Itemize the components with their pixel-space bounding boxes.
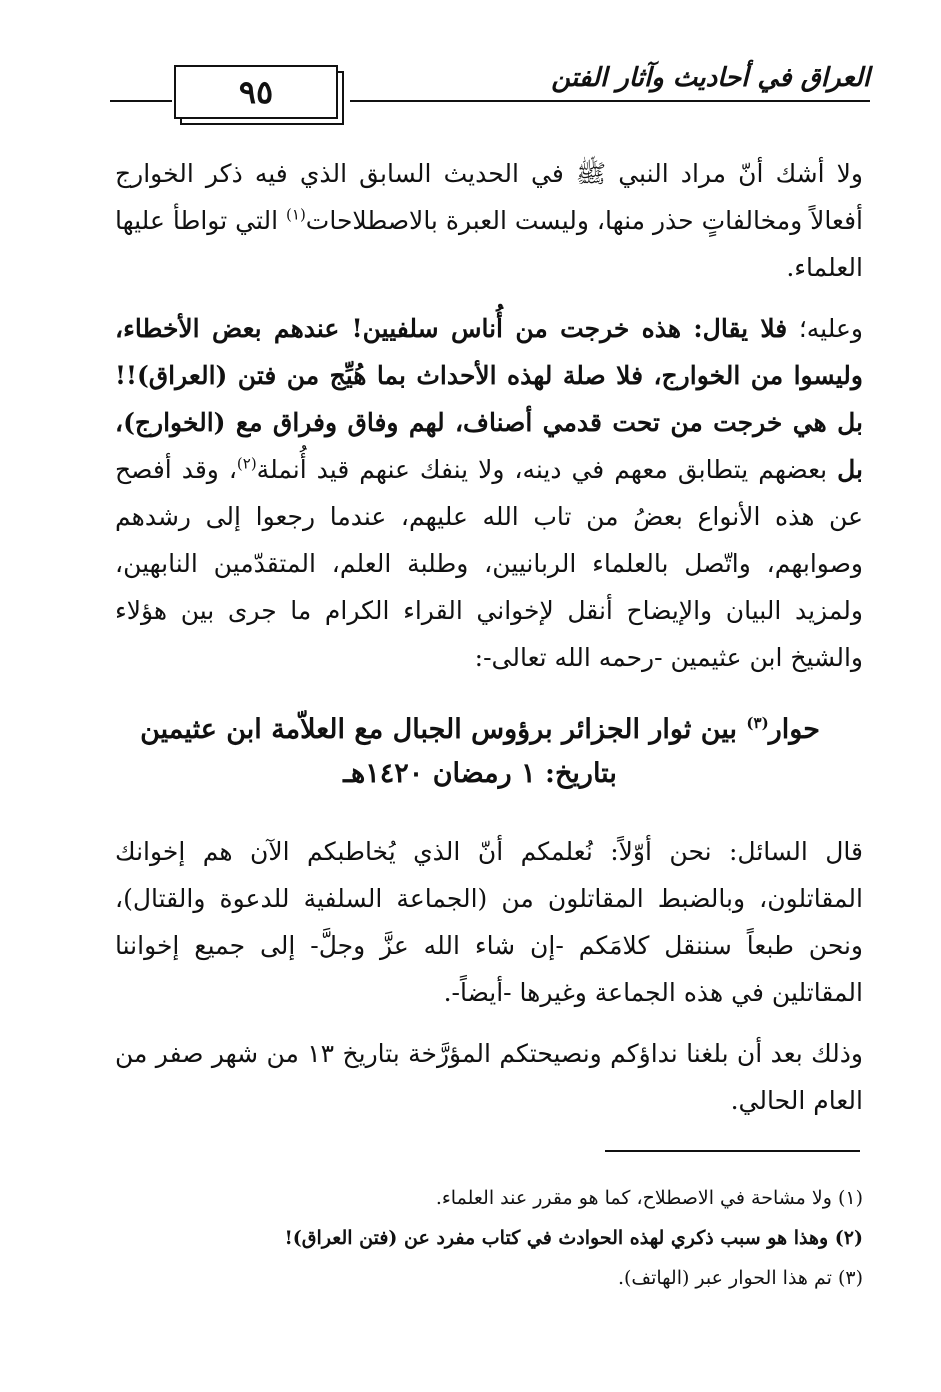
paragraph-2-rest: بعضهم يتطابق معهم في دينه، ولا ينفك عنهم قيد أُنملة <box>256 455 838 484</box>
page-number: ٩٥ <box>174 65 338 119</box>
heading-pre: حوار <box>768 714 820 745</box>
footnote-2: (٢) وهذا هو سبب ذكري لهذه الحوادث في كتاب مفرد عن (فتن العراق)! <box>284 1227 863 1249</box>
paragraph-3: قال السائل: نحن أوّلاً: نُعلمكم أنّ الذي يُخاطبكم الآن هم إخوانك المقاتلون، وبالضبط المقاتلون من (الجماعة السلفية للدعوة والقتال)، ونحن طبعاً سننقل كلامَكم -إن شاء الله عزَّ وجلَّ- إلى جميع إخواننا المقاتلين في هذه الجماعة وغيرها -أيضاً-. <box>115 837 863 1007</box>
footnote-3: (٣) تم هذا الحوار عبر (الهاتف). <box>617 1267 863 1289</box>
paragraph-1-end: التي تواطأ عليها العلماء. <box>115 206 863 282</box>
heading-line-2: بتاريخ: ١ رمضان ١٤٢٠هـ <box>343 758 617 789</box>
paragraph-2-bold: فلا يقال: هذه خرجت من أُناس سلفيين! عندهم بعض الأخطاء، وليسوا من الخوارج، فلا صلة لهذه الأحداث بما هُيِّج من فتن (العراق)!! بل هي خرجت من تحت قدمي أصناف، لهم وفاق وفراق مع (الخوارج)، بل <box>115 314 863 484</box>
heading-line-1-text: بين ثوار الجزائر برؤوس الجبال مع العلاّمة ابن عثيمين <box>140 714 747 745</box>
page-header <box>110 55 870 125</box>
footnote-1: (١) ولا مشاحة في الاصطلاح، كما هو مقرر عند العلماء. <box>435 1187 863 1209</box>
footnote-ref-1: (١) <box>286 205 306 224</box>
heading-line-1 <box>100 708 860 752</box>
paragraph-2-lead: وعليه؛ <box>787 314 863 343</box>
footnote-separator <box>605 1150 860 1152</box>
page-number-box <box>174 65 342 121</box>
footnote-ref-2: (٢) <box>236 454 257 473</box>
paragraph-2-end: ، وقد أفصح عن هذه الأنواع بعضُ من تاب الله عليهم، عندما رجعوا إلى رشدهم وصوابهم، واتّصل بالعلماء الربانيين، وطلبة العلم، المتقدّمين النابهين، ولمزيد البيان والإيضاح أنقل لإخواني القراء الكرام ما جرى بين هؤلاء والشيخ ابن عثيمين -رحمه الله تعالى-: <box>115 455 863 672</box>
dialogue-heading <box>100 708 860 796</box>
footnotes <box>115 1178 863 1298</box>
paragraph-4: وذلك بعد أن بلغنا نداؤكم ونصيحتكم المؤرَّخة بتاريخ ١٣ من شهر صفر من العام الحالي. <box>115 1039 863 1115</box>
paragraph-1-text: ولا أشك أنّ مراد النبي ﷺ في الحديث السابق الذي فيه ذكر الخوارج أفعالاً ومخالفاتٍ حذر منها، وليست العبرة بالاصطلاحات <box>115 159 863 235</box>
footnote-ref-3: (٣) <box>746 714 769 732</box>
running-title: العراق في أحاديث وآثار الفتن <box>545 63 870 93</box>
paragraph-1 <box>115 150 863 291</box>
paragraph-2 <box>115 305 863 681</box>
header-rule-left <box>110 100 172 102</box>
header-rule-right <box>350 100 870 102</box>
